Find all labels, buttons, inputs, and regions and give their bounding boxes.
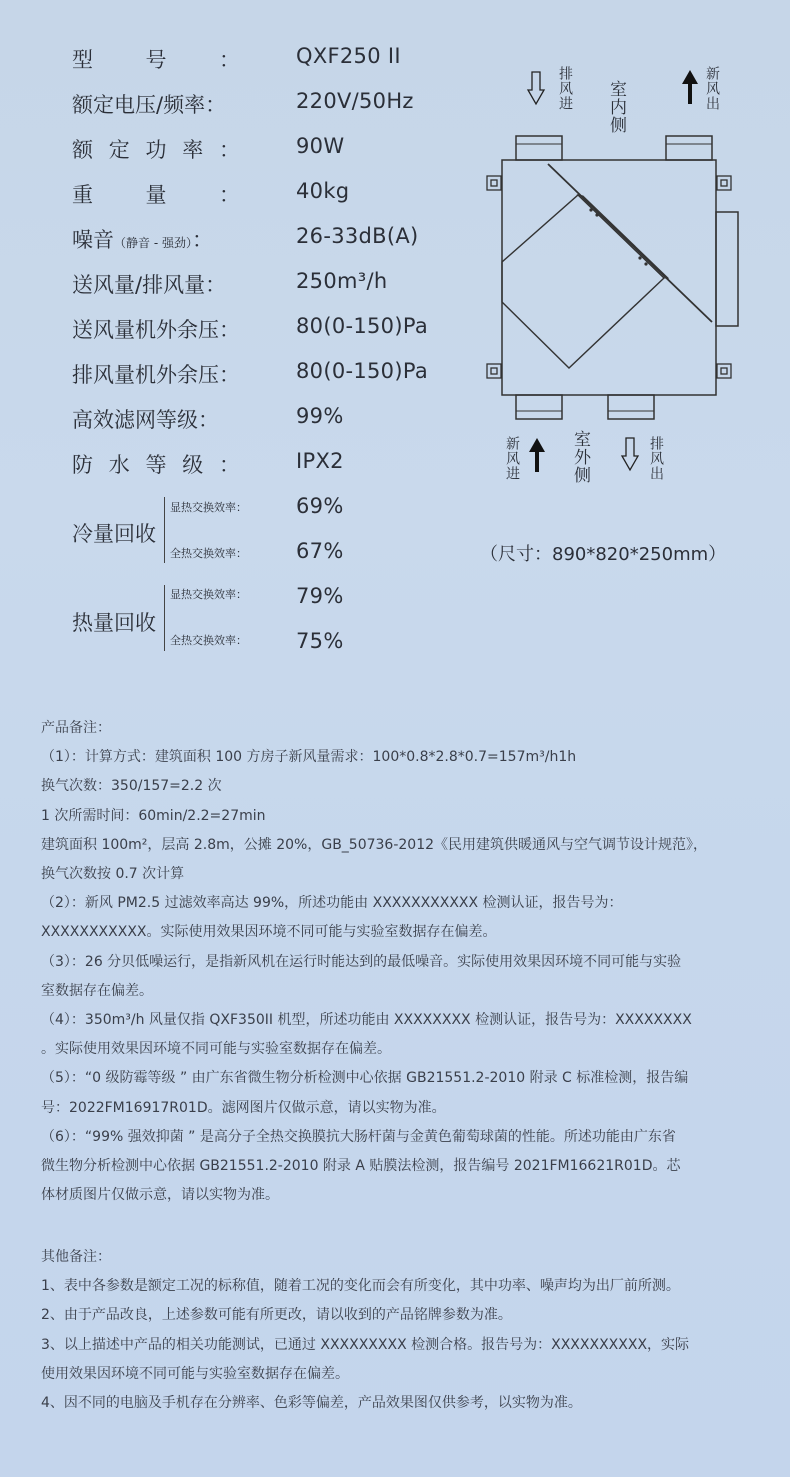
- exhaust-in-label: 排风进: [557, 66, 573, 111]
- note-line: （2）：新风 PM2.5 过滤效率高达 99%，所述功能由 XXXXXXXXXXX 检测认证，报告号为：: [41, 895, 623, 912]
- label-char: 型: [72, 48, 93, 72]
- other-notes-title: 其他备注：: [41, 1249, 111, 1265]
- note-line: 号：2022FM16917R01D。滤网图片仅做示意，请以实物为准。: [41, 1099, 446, 1116]
- arrow-up-icon: [682, 70, 698, 104]
- note-line: 换气次数按 0.7 次计算: [41, 866, 185, 883]
- brace-line: [164, 497, 169, 563]
- note-line: 体材质图片仅做示意，请以实物为准。: [41, 1187, 279, 1204]
- spec-label: [72, 134, 240, 164]
- label-char: 等: [145, 453, 167, 477]
- dimensions-label: （尺寸：890*820*250mm）: [480, 544, 727, 565]
- note-line: 建筑面积 100m²，层高 2.8m，公摊 20%，GB_50736-2012《民用建筑供暖通风与空气调节设计规范》，: [41, 836, 708, 853]
- label-char: 防: [72, 453, 93, 477]
- label-small: （静音 - 强劲）: [114, 236, 192, 250]
- indoor-side-label: 室内侧: [606, 80, 626, 134]
- cold-recovery-label: 冷量回收: [72, 522, 156, 546]
- label-char: ：: [219, 138, 240, 162]
- label-char: 级: [182, 453, 204, 477]
- label-char: 功: [145, 138, 167, 162]
- label-char: ：: [219, 183, 240, 207]
- fresh-out-label: 新风出: [704, 66, 720, 111]
- label-char: ：: [219, 48, 240, 72]
- outdoor-side-label: 室外侧: [570, 430, 590, 484]
- label-char: 率: [182, 138, 204, 162]
- spec-label: [72, 44, 240, 74]
- note-line: XXXXXXXXXXX。实际使用效果因环境不同可能与实验室数据存在偏差。: [41, 924, 497, 941]
- spec-value: 80(0-150)Pa: [296, 314, 429, 338]
- label-char: 号: [145, 48, 167, 72]
- spec-label: 额定电压/频率：: [72, 93, 227, 117]
- note-line: 2、由于产品改良，上述参数可能有所更改，请以收到的产品铭牌参数为准。: [41, 1307, 512, 1324]
- total-efficiency-label: 全热交换效率：: [170, 547, 247, 560]
- note-line: （1）：计算方式：建筑面积 100 方房子新风量需求：100*0.8*2.8*0.7=157m³/h1h: [41, 749, 577, 766]
- note-line: 3、以上描述中产品的相关功能测试，已通过 XXXXXXXXX 检测合格。报告号为：XXXXXXXXXX，实际: [41, 1336, 690, 1353]
- label-char: 量: [145, 183, 167, 207]
- spec-value: 99%: [296, 404, 344, 428]
- label-char: 水: [108, 453, 130, 477]
- note-line: 微生物分析检测中心依据 GB21551.2-2010 附录 A 贴膜法检测，报告编号 2021FM16621R01D。芯: [41, 1158, 681, 1175]
- note-line: （3）：26 分贝低噪运行，是指新风机在运行时能达到的最低噪音。实际使用效果因环境不同可能与实验: [41, 953, 682, 970]
- sensible-efficiency-value: 79%: [296, 584, 344, 608]
- note-line: 换气次数：350/157=2.2 次: [41, 778, 222, 795]
- label-char: ：: [219, 453, 240, 477]
- arrow-up-icon: [529, 438, 545, 472]
- product-notes-title: 产品备注：: [41, 720, 111, 736]
- label-char: 额: [72, 138, 93, 162]
- note-line: 使用效果因环境不同可能与实验室数据存在偏差。: [41, 1365, 349, 1382]
- sensible-efficiency-label: 显热交换效率：: [170, 588, 247, 601]
- label-char: 定: [108, 138, 130, 162]
- heat-recovery-label: 热量回收: [72, 611, 156, 635]
- spec-value: 90W: [296, 134, 345, 158]
- product-notes: [41, 714, 761, 1210]
- spec-value: QXF250 II: [296, 44, 401, 68]
- total-efficiency-value: 75%: [296, 629, 344, 653]
- spec-label: [72, 449, 240, 479]
- brace-line: [164, 585, 169, 651]
- sensible-efficiency-value: 69%: [296, 494, 344, 518]
- note-line: 。实际使用效果因环境不同可能与实验室数据存在偏差。: [41, 1041, 391, 1058]
- spec-label: 送风量/排风量：: [72, 273, 227, 297]
- spec-value: 40kg: [296, 179, 350, 203]
- arrow-down-icon: [622, 438, 638, 470]
- note-line: （5）：“0 级防霉等级 ” 由广东省微生物分析检测中心依据 GB21551.2-2010 附录 C 标准检测，报告编: [41, 1070, 689, 1087]
- spec-value: 220V/50Hz: [296, 89, 414, 113]
- note-line: （6）：“99% 强效抑菌 ” 是高分子全热交换膜抗大肠杆菌与金黄色葡萄球菌的性能。所述功能由广东省: [41, 1128, 676, 1145]
- note-line: 1 次所需时间：60min/2.2=27min: [41, 807, 266, 824]
- spec-value: 80(0-150)Pa: [296, 359, 429, 383]
- arrow-down-icon: [528, 72, 544, 104]
- label-char: 重: [72, 183, 93, 207]
- spec-value: 250m³/h: [296, 269, 388, 293]
- label-main: 噪音: [72, 228, 114, 252]
- note-line: 1、表中各参数是额定工况的标称值，随着工况的变化而会有所变化，其中功率、噪声均为出厂前所测。: [41, 1278, 680, 1295]
- spec-value: IPX2: [296, 449, 344, 473]
- spec-label: 送风量机外余压：: [72, 318, 240, 342]
- spec-label: 高效滤网等级：: [72, 408, 219, 432]
- note-line: 4、因不同的电脑及手机存在分辨率、色彩等偏差，产品效果图仅供参考，以实物为准。: [41, 1395, 582, 1412]
- total-efficiency-label: 全热交换效率：: [170, 634, 247, 647]
- fresh-in-label: 新风进: [504, 436, 520, 481]
- sensible-efficiency-label: 显热交换效率：: [170, 501, 247, 514]
- spec-value: 26-33dB(A): [296, 224, 419, 248]
- spec-label: [72, 179, 240, 209]
- other-notes: [41, 1243, 761, 1418]
- exhaust-out-label: 排风出: [648, 436, 664, 481]
- total-efficiency-value: 67%: [296, 539, 344, 563]
- note-line: 室数据存在偏差。: [41, 982, 153, 999]
- spec-label: 排风量机外余压：: [72, 363, 240, 387]
- spec-label: [72, 224, 242, 254]
- label-colon: ：: [191, 228, 213, 252]
- note-line: （4）：350m³/h 风量仅指 QXF350II 机型，所述功能由 XXXXXXXX 检测认证，报告号为：XXXXXXXX: [41, 1012, 692, 1029]
